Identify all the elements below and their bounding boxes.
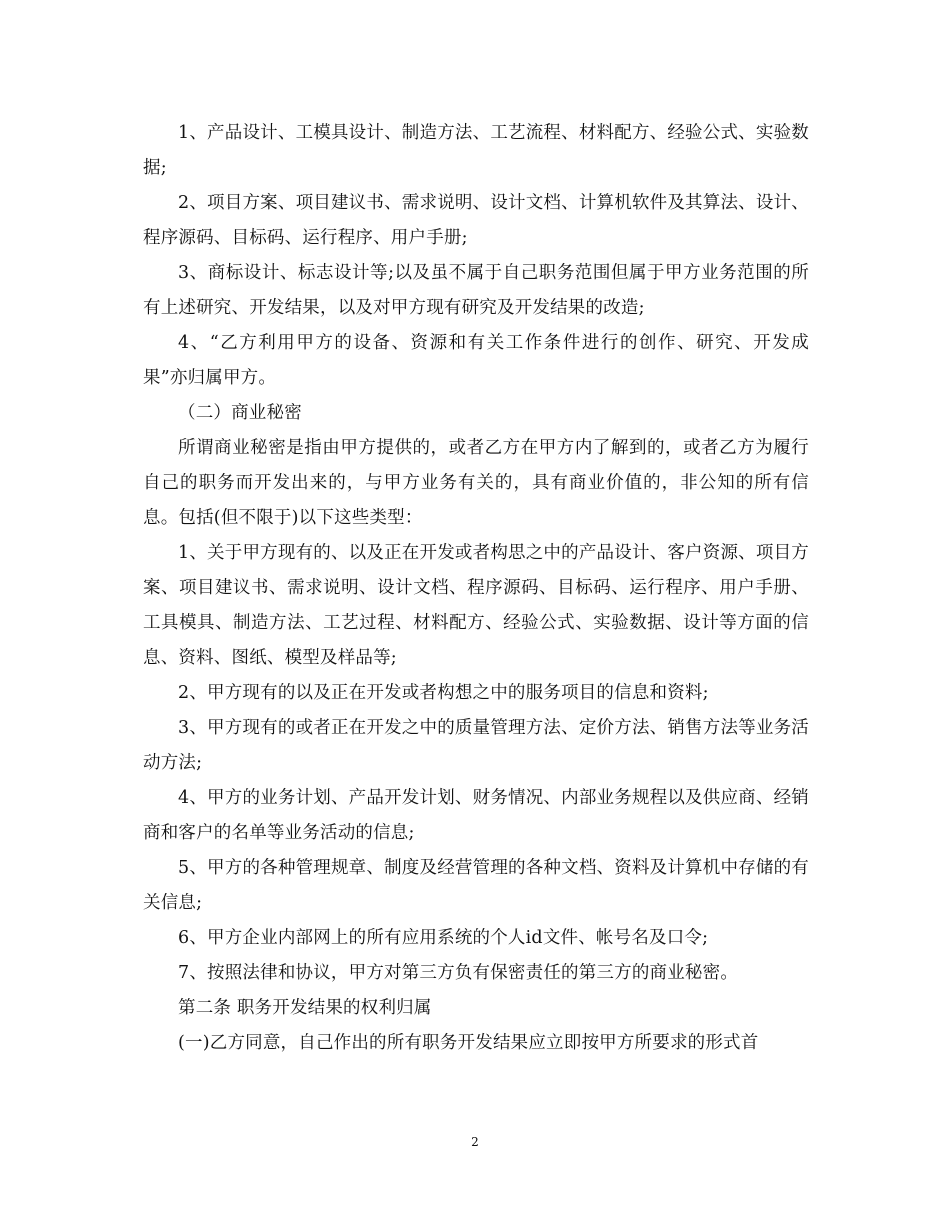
paragraph-secret-type-3: 3、甲方现有的或者正在开发之中的质量管理方法、定价方法、销售方法等业务活动方法; [143,718,809,773]
paragraph-secret-type-7: 7、按照法律和协议，甲方对第三方负有保密责任的第三方的商业秘密。 [178,963,739,983]
page-number: 2 [471,1135,479,1149]
paragraph-item-2-project-software: 2、项目方案、项目建议书、需求说明、设计文档、计算机软件及其算法、设计、程序源码、目标码、运行程序、用户手册; [143,193,809,248]
section-heading-trade-secrets: （二）商业秘密 [178,403,302,423]
paragraph-item-4-achievements: 4、“乙方利用甲方的设备、资源和有关工作条件进行的创作、研究、开发成果”亦归属甲方。 [143,333,809,388]
paragraph-item-1-design-data: 1、产品设计、工模具设计、制造方法、工艺流程、材料配方、经验公式、实验数据; [143,123,809,178]
paragraph-secret-type-6: 6、甲方企业内部网上的所有应用系统的个人id文件、帐号名及口令; [178,928,709,948]
article-heading-2: 第二条 职务开发结果的权利归属 [178,998,432,1018]
paragraph-secret-type-4: 4、甲方的业务计划、产品开发计划、财务情况、内部业务规程以及供应商、经销商和客户的名单等业务活动的信息; [143,788,809,843]
paragraph-trade-secret-definition: 所谓商业秘密是指由甲方提供的，或者乙方在甲方内了解到的，或者乙方为履行自己的职务而开发出来的，与甲方业务有关的，具有商业价值的，非公知的所有信息。包括(但不限于)以下这些类型： [143,438,809,528]
paragraph-article-2-clause-1: (一)乙方同意，自己作出的所有职务开发结果应立即按甲方所要求的形式首 [178,1033,759,1053]
paragraph-secret-type-2: 2、甲方现有的以及正在开发或者构想之中的服务项目的信息和资料; [178,683,709,703]
paragraph-item-3-trademark: 3、商标设计、标志设计等;以及虽不属于自己职务范围但属于甲方业务范围的所有上述研究、开发结果，以及对甲方现有研究及开发结果的改造; [143,263,809,318]
paragraph-secret-type-1: 1、关于甲方现有的、以及正在开发或者构思之中的产品设计、客户资源、项目方案、项目建议书、需求说明、设计文档、程序源码、目标码、运行程序、用户手册、工具模具、制造方法、工艺过程、材料配方、经验公式、实验数据、设计等方面的信息、资料、图纸、模型及样品等; [143,543,809,668]
document-body [143,116,809,1061]
paragraph-secret-type-5: 5、甲方的各种管理规章、制度及经营管理的各种文档、资料及计算机中存储的有关信息; [143,858,809,913]
